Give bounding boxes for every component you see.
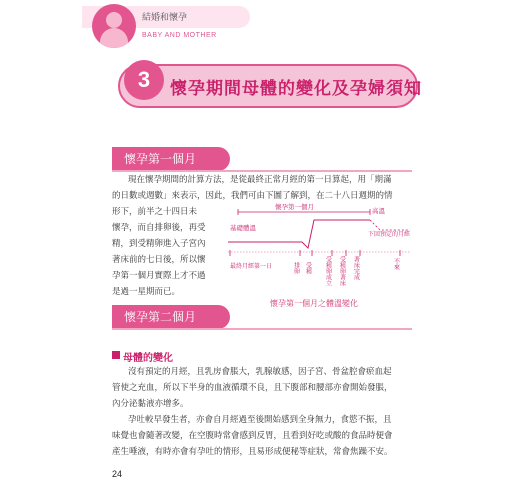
paragraph-line: 孕第一個月實際上才不過	[112, 271, 206, 281]
page-number: 24	[112, 469, 123, 479]
high-temp-label: 高溫	[372, 207, 385, 215]
fertilized-egg-formed-label: 受精卵成立	[324, 256, 332, 286]
chapter-number: 3	[124, 60, 164, 100]
missed-period-label: 不來	[392, 258, 400, 270]
paragraph-line: 管使之充血，所以下半身的血液循環不良，且下腹部和腰部亦會開始發脹，	[112, 383, 393, 393]
paragraph-line: 形下，前半之十四日未	[112, 207, 198, 217]
menstruation-label: 最終月經第一日	[230, 263, 273, 270]
subsection-marker	[112, 351, 120, 359]
section-tag-month1: 懷孕第一個月	[112, 147, 230, 171]
paragraph-line: 內分泌黏液亦增多。	[112, 399, 189, 409]
next-period-label: 下回預定的月經	[368, 231, 411, 238]
paragraph-line: 精，到受精卵進入子宮內	[112, 239, 206, 249]
mother-illustration	[92, 4, 136, 48]
fertilized-egg-implant-label: 受精卵著床	[338, 256, 346, 286]
paragraph-line: 沒有預定的月經，且乳房會脹大，乳腺敏感，因子宮、骨盆腔會瘀血起	[128, 367, 392, 377]
series-title: 結婚和懷孕	[142, 13, 188, 23]
figure-caption: 懷孕第一個月之體溫變化	[270, 299, 358, 308]
section-tag-month2: 懷孕第二個月	[112, 305, 230, 329]
paragraph-line: 著床前的七日後，所以懷	[112, 255, 206, 265]
paragraph-line: 的日數或週數」來表示，因此，我們可由下圖了解到，在二十八日週期的情	[112, 191, 393, 201]
paragraph-line: 味覺也會隨著改變，在空腹時常會感到反胃，且看到好吃或酸的食品時便會	[112, 431, 393, 441]
paragraph-line: 是過一星期而已。	[112, 287, 181, 297]
paragraph-line: 產生唾液，有時亦會有孕吐的情形，且易形成便秘等症狀，常會焦躁不安。	[112, 447, 393, 457]
fertilized-label: 受精	[304, 262, 312, 274]
basal-temperature-diagram	[220, 200, 420, 296]
section-divider	[112, 328, 412, 330]
paragraph-line: 現在懷孕期間的計算方法，是從最終正常月經的第一日算起，用「期滿	[128, 175, 392, 185]
low-temp-label: 基礎體溫	[230, 224, 256, 232]
paragraph-line: 懷孕，而自排卵後，再受	[112, 223, 206, 233]
chapter-title: 懷孕期間母體的變化及孕婦須知	[170, 79, 422, 99]
period-label: 懷孕第一個月	[275, 203, 314, 211]
paragraph-line: 孕吐較早發生者，亦會自月經過至後開始感到全身無力，食慾不振，且	[128, 415, 392, 425]
nidation-complete-label: 著床完成	[352, 256, 360, 280]
ovulation-label: 排卵	[292, 262, 300, 274]
series-subtitle: BABY AND MOTHER	[142, 32, 217, 39]
subsection-title: 母體的變化	[123, 353, 173, 364]
